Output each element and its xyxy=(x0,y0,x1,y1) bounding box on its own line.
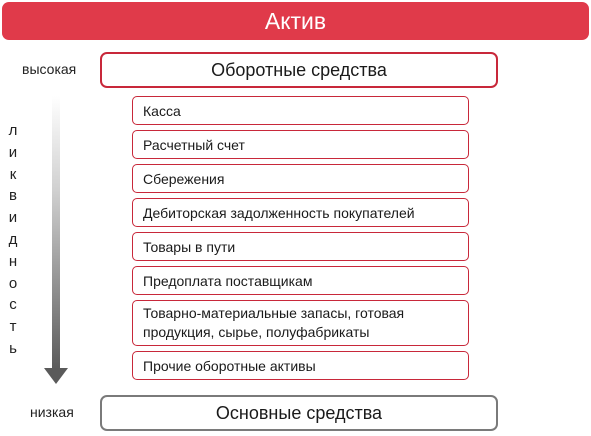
list-item-label: Товарно-материальные запасы, готовая продукция, сырье, полуфабрикаты xyxy=(143,305,405,340)
vertical-letter: ь xyxy=(9,339,17,357)
vertical-letter: с xyxy=(9,296,17,314)
list-item-cash xyxy=(132,96,469,125)
liquidity-vertical-label xyxy=(5,120,21,360)
arrow-shaft xyxy=(52,96,60,370)
vertical-letter: и xyxy=(8,143,18,161)
list-item-label: Прочие оборотные активы xyxy=(143,357,316,374)
vertical-letter: н xyxy=(8,252,18,270)
vertical-letter: к xyxy=(9,165,17,183)
list-item-label: Расчетный счет xyxy=(143,136,245,153)
vertical-letter: д xyxy=(8,230,18,248)
low-liquidity-label: низкая xyxy=(30,404,74,420)
list-item-receivables xyxy=(132,198,469,227)
current-assets-box xyxy=(100,52,498,88)
list-item-label: Товары в пути xyxy=(143,238,236,255)
vertical-letter: и xyxy=(8,209,18,227)
vertical-letter: в xyxy=(9,187,17,205)
asset-header xyxy=(2,2,589,40)
vertical-letter: о xyxy=(8,274,18,292)
list-item-savings xyxy=(132,164,469,193)
list-item-label: Касса xyxy=(143,102,181,119)
list-item-other-current-assets xyxy=(132,351,469,380)
current-assets-list xyxy=(132,96,469,380)
list-item-checking-account xyxy=(132,130,469,159)
fixed-assets-box xyxy=(100,395,498,431)
fixed-assets-label: Основные средства xyxy=(215,402,383,423)
arrow-head xyxy=(44,368,68,384)
list-item-label: Дебиторская задолженность покупателей xyxy=(143,204,415,221)
high-liquidity-label: высокая xyxy=(22,61,77,77)
list-item-label: Сбережения xyxy=(143,170,225,187)
list-item-supplier-prepayment xyxy=(132,266,469,295)
list-item-goods-in-transit xyxy=(132,232,469,261)
vertical-letter: т xyxy=(9,318,17,336)
list-item-label: Предоплата поставщикам xyxy=(143,272,313,289)
vertical-letter: л xyxy=(8,122,18,139)
liquidity-gradient-arrow xyxy=(44,96,68,384)
list-item-inventory xyxy=(132,300,469,346)
current-assets-label: Оборотные средства xyxy=(211,59,387,80)
asset-title: Актив xyxy=(264,7,327,34)
